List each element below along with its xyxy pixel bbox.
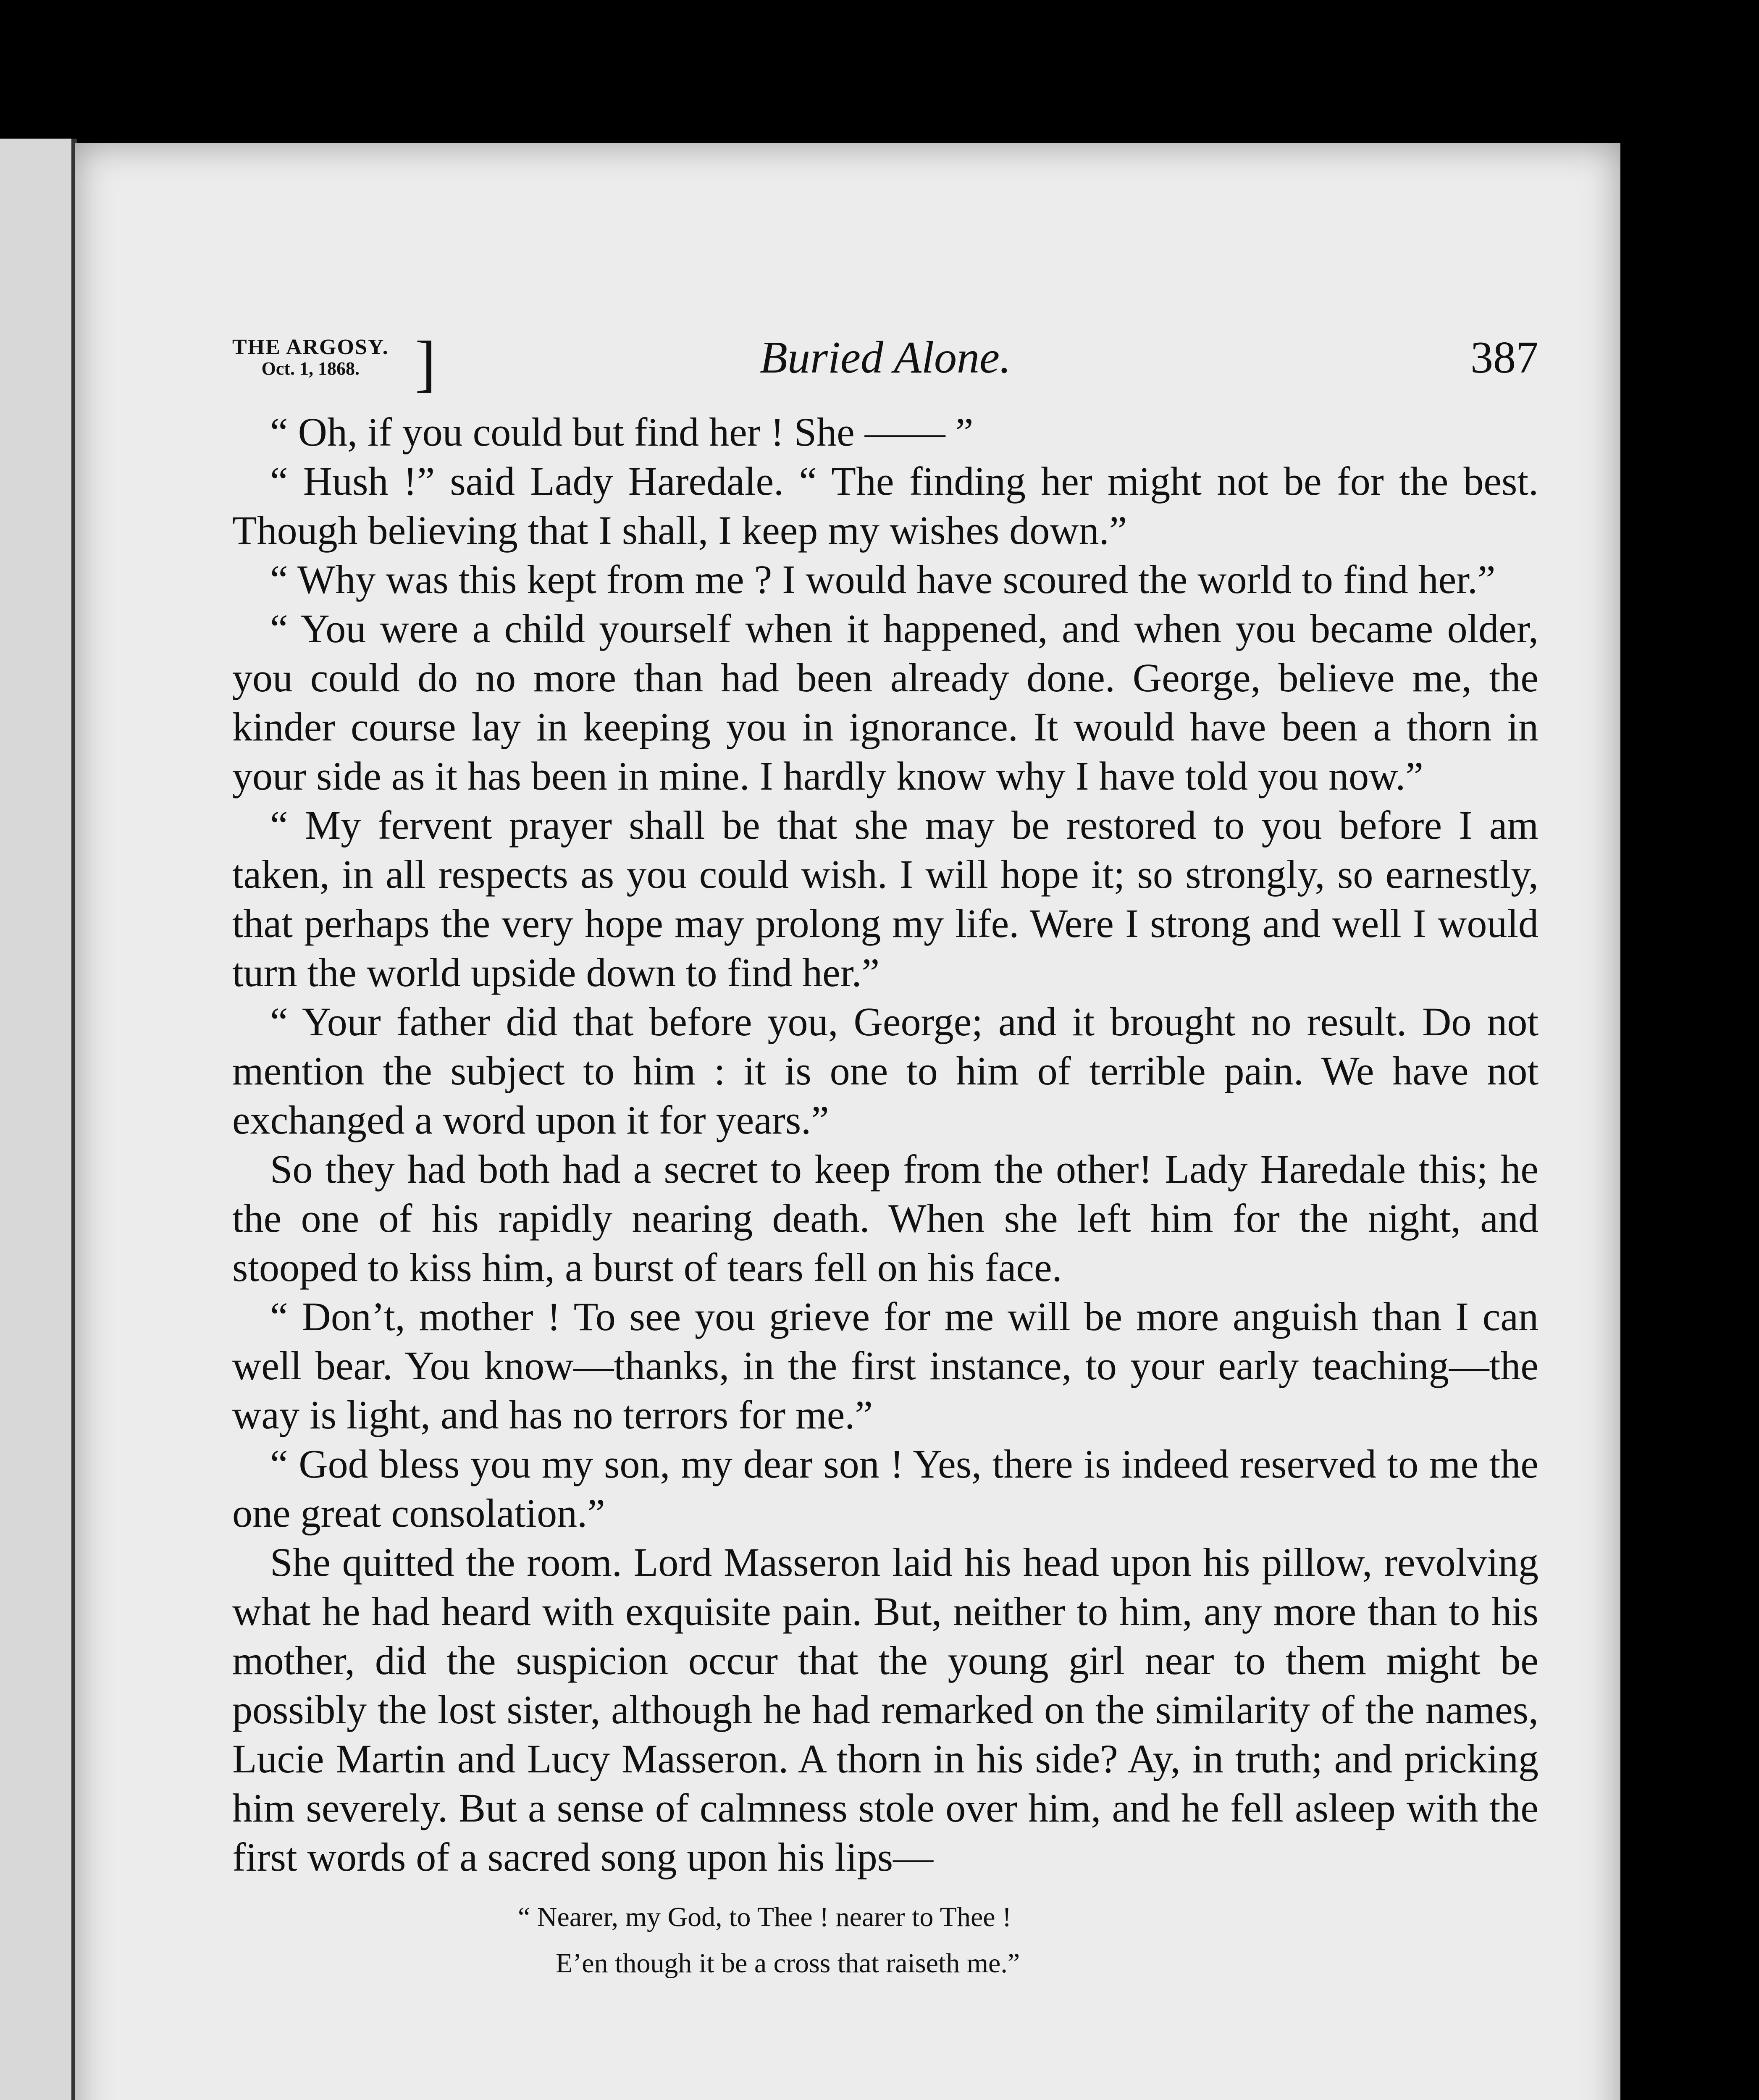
adjacent-page-edge [0,139,77,2100]
paragraph: So they had both had a secret to keep from the other! Lady Haredale this; he the one of his rapidly nearing death. When she left him for the night, and stooped to kiss him, a burst of tears fell on his face. [232,1147,1538,1290]
paragraph: “ You were a child yourself when it happened, and when you became older, you could do no more than had been already done. George, believe me, the kinder course lay in keeping you in ignorance. It would have been a thorn in your side as it has been in mine. I hardly know why I have told you now.” [232,606,1538,798]
journal-date: Oct. 1, 1868. [261,358,360,379]
page-number: 387 [1470,333,1538,383]
hymn-line-1: “ Nearer, my God, to Thee ! nearer to Thee ! [518,1902,1012,1932]
body-text [232,407,1538,1882]
hymn-quote [232,1894,1538,1987]
paragraph: “ Why was this kept from me ? I would have scoured the world to find her.” [270,557,1496,602]
journal-name: THE ARGOSY. [232,335,389,359]
paragraph: “ Don’t, mother ! To see you grieve for me will be more anguish than I can well bear. You know—thanks, in the first instance, to your early teaching—the way is light, and has no terrors for me.” [232,1294,1538,1437]
paragraph: “ Hush !” said Lady Haredale. “ The finding her might not be for the best. Though believing that I shall, I keep my wishes down.” [232,459,1538,553]
paragraph: “ My fervent prayer shall be that she may be restored to you before I am taken, in all respects as you could wish. I will hope it; so strongly, so earnestly, that perhaps the very hope may prolong my life. Were I strong and well I would turn the world upside down to find her.” [232,803,1538,995]
hymn-line-2: E’en though it be a cross that raiseth me.” [556,1948,1020,1979]
page-content [232,323,1538,1987]
page-header [232,323,1538,407]
paragraph: She quitted the room. Lord Masseron laid his head upon his pillow, revolving what he had heard with exquisite pain. But, neither to him, any more than to his mother, did the suspicion occur that the young girl near to them might be possibly the lost sister, although he had remarked on the similarity of the names, Lucie Martin and Lucy Masseron. A thorn in his side? Ay, in truth; and pricking him severely. But a sense of calmness stole over him, and he fell asleep with the first words of a sacred song upon his lips— [232,1540,1538,1880]
citation-bracket: ] [415,328,436,398]
running-title: Buried Alone. [760,333,1011,383]
paragraph: “ Your father did that before you, George; and it brought no result. Do not mention the subject to him : it is one to him of terrible pain. We have not exchanged a word upon it for years.” [232,999,1538,1142]
paragraph: “ God bless you my son, my dear son ! Yes, there is indeed reserved to me the one great consolation.” [232,1441,1538,1536]
book-page [75,143,1620,2100]
paragraph: “ Oh, if you could but find her ! She —— ” [270,410,974,454]
